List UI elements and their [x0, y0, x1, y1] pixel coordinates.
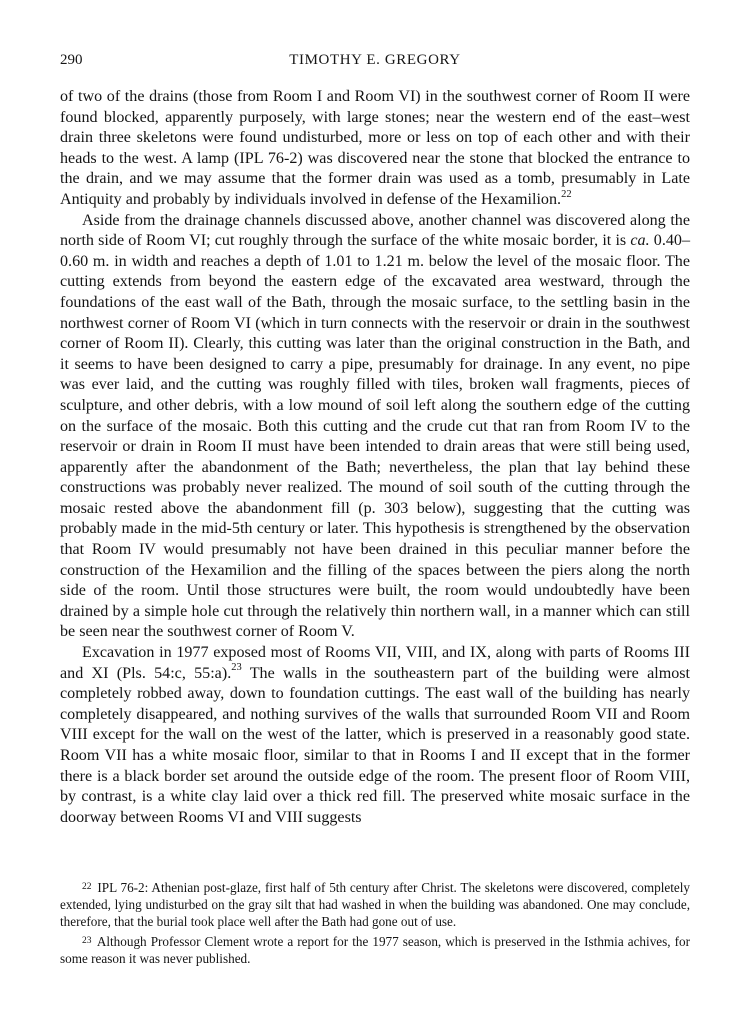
- paragraph-2-text-b: 0.40–0.60 m. in width and reaches a depth of 1.01 to 1.21 m. below the level of the mosaic floor. The cutting extends from beyond the eastern edge of the excavated area westward, through the foundations of the east wall of the Bath, through the mosaic surface, to the settling basin in the northwest corner of Room VI (which in turn connects with the reservoir or drain in the southwest corner of Room II). Clearly, this cutting was later than the original construction in the Bath, and it seems to have been designed to carry a pipe, presumably for drainage. In any event, no pipe was ever laid, and the cutting was roughly filled with tiles, broken wall fragments, pieces of sculpture, and other debris, with a low mound of soil left along the southern edge of the cutting on the surface of the mosaic. Both this cutting and the crude cut that ran from Room IV to the reservoir or drain in Room II must have been intended to drain areas that were still being used, apparently after the abandonment of the Bath; nevertheless, the plan that lay behind these constructions was probably never realized. The mound of soil south of the cutting through the mosaic rested above the abandonment fill (p. 303 below), suggesting that the cutting was probably made in the mid-5th century or later. This hypothesis is strengthened by the observation that Room IV would presumably not have been drained in this peculiar manner before the construction of the Hexamilion and the filling of the spaces between the piers along the north side of the room. Until those structures were built, the room would undoubtedly have been drained by a simple hole cut through the relatively thin northern wall, in a manner which can still be seen near the southwest corner of Room V.: [60, 232, 691, 641]
- footnote-text: IPL 76-2: Athenian post-glaze, first half of 5th century after Christ. The skeletons were discovered, completely extended, lying undisturbed on the gray silt that had washed in when the building was abandoned. One may conclude, therefore, that the burial took place well after the Bath had gone out of use.: [60, 880, 690, 930]
- footnote-number: 23: [82, 935, 92, 946]
- footnote-ref-23[interactable]: 23: [231, 662, 242, 674]
- footnote-23: [60, 933, 690, 967]
- body-text: [60, 87, 690, 828]
- circa-abbrev: ca.: [630, 232, 650, 250]
- footnote-text: Although Professor Clement wrote a report for the 1977 season, which is preserved in the Isthmia achives, for some reason it was never published.: [60, 933, 690, 966]
- paragraph-2-text-a: Aside from the drainage channels discussed above, another channel was discovered along the north side of Room VI; cut roughly through the surface of the white mosaic border, it is: [60, 211, 690, 250]
- paragraph-1-text: of two of the drains (those from Room I and Room VI) in the southwest corner of Room II were found blocked, apparently purposely, with large stones; near the western end of the east–west drain three skeletons were found undisturbed, more or less on top of each other and with their heads to the west. A lamp (IPL 76-2) was discovered near the stone that blocked the entrance to the drain, and we may assume that the former drain was used as a tomb, presumably in Late Antiquity and probably by individuals involved in defense of the Hexamilion.: [60, 88, 690, 208]
- paragraph-3-text-a: Excavation in 1977 exposed most of Rooms VII, VIII, and IX, along with parts of Rooms III and XI (Pls. 54:c, 55:a).: [60, 644, 690, 682]
- footnotes: [60, 879, 690, 969]
- paragraph-3: [60, 643, 690, 828]
- running-header: [60, 52, 690, 76]
- page-number: 290: [60, 52, 83, 68]
- page: [60, 52, 690, 828]
- paragraph-3-text-b: The walls in the southeastern part of the building were almost completely robbed away, down to foundation cuttings. The east wall of the building has nearly completely disappeared, and nothing survives of the walls that surrounded Room VII and Room VIII except for the wall on the west of the latter, which is preserved in a reasonably good state. Room VII has a white mosaic floor, similar to that in Rooms I and II except that in the former there is a black border set around the outside edge of the room. The present floor of Room VIII, by contrast, is a white clay laid over a thick red fill. The preserved white mosaic surface in the doorway between Rooms VI and VIII suggests: [60, 664, 690, 826]
- running-head-author: TIMOTHY E. GREGORY: [289, 52, 461, 68]
- footnote-22: [60, 879, 690, 931]
- footnote-number: 22: [82, 882, 92, 892]
- paragraph-2: [60, 211, 690, 643]
- footnote-ref-22[interactable]: 22: [561, 188, 572, 200]
- paragraph-1: [60, 87, 690, 211]
